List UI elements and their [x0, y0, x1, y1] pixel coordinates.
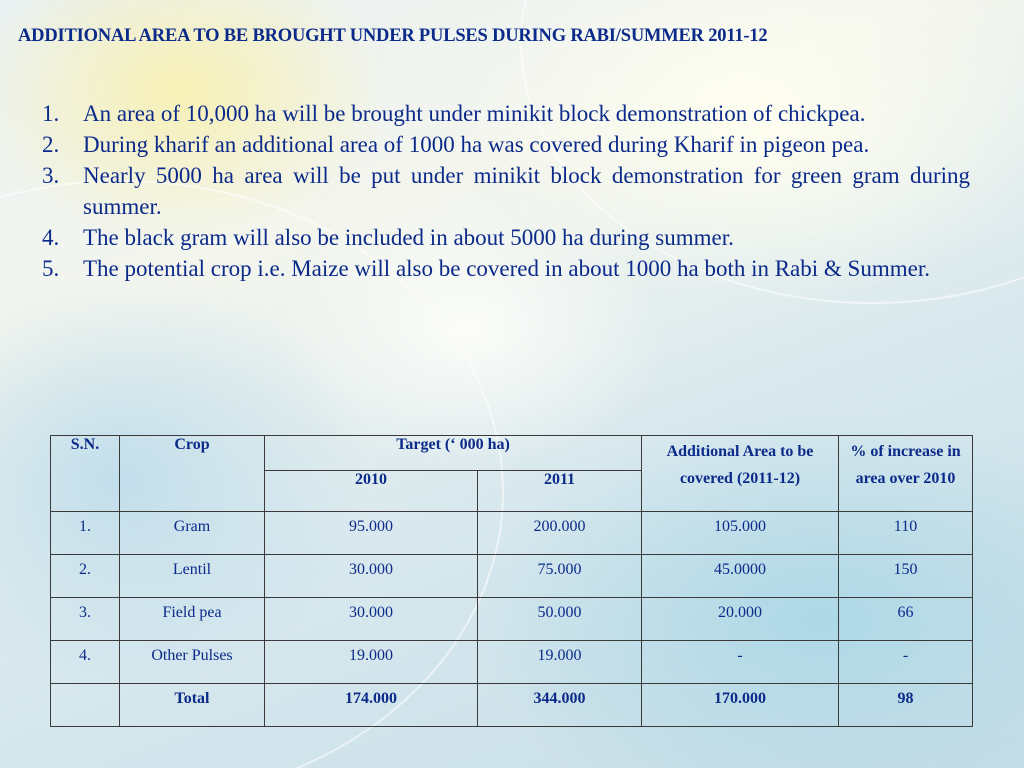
item-text: The potential crop i.e. Maize will also be covered in about 1000 ha both in Rabi & Summer. — [83, 256, 930, 281]
cell-crop: Other Pulses — [120, 641, 265, 684]
cell-2010: 95.000 — [265, 512, 478, 555]
cell-crop: Lentil — [120, 555, 265, 598]
cell-2011: 19.000 — [478, 641, 642, 684]
cell-sn: 1. — [51, 512, 120, 555]
cell-increase: 98 — [839, 684, 973, 727]
pulses-area-table — [50, 435, 973, 727]
cell-additional: 45.0000 — [642, 555, 839, 598]
item-number: 5. — [42, 256, 60, 281]
header-percent-increase: % of increase in area over 2010 — [839, 436, 973, 512]
header-year-2010: 2010 — [265, 471, 478, 512]
item-number: 4. — [42, 225, 60, 250]
header-crop: Crop — [120, 436, 265, 512]
cell-increase: 150 — [839, 555, 973, 598]
cell-crop: Field pea — [120, 598, 265, 641]
cell-2011: 344.000 — [478, 684, 642, 727]
cell-additional: 20.000 — [642, 598, 839, 641]
cell-2011: 75.000 — [478, 555, 642, 598]
cell-2011: 200.000 — [478, 512, 642, 555]
header-additional-area: Additional Area to be covered (2011-12) — [642, 436, 839, 512]
cell-sn — [51, 684, 120, 727]
table-row — [51, 598, 973, 641]
item-number: 1. — [42, 101, 60, 126]
item-text: During kharif an additional area of 1000 ha was covered during Kharif in pigeon pea. — [83, 132, 870, 157]
bullet-list — [42, 98, 970, 284]
cell-additional: 105.000 — [642, 512, 839, 555]
cell-crop: Gram — [120, 512, 265, 555]
cell-additional: 170.000 — [642, 684, 839, 727]
cell-sn: 4. — [51, 641, 120, 684]
item-number: 3. — [42, 163, 60, 188]
header-target: Target (‘ 000 ha) — [265, 436, 642, 471]
slide-title: ADDITIONAL AREA TO BE BROUGHT UNDER PULSES DURING RABI/SUMMER 2011-12 — [18, 26, 768, 46]
item-number: 2. — [42, 132, 60, 157]
cell-sn: 2. — [51, 555, 120, 598]
cell-increase: 66 — [839, 598, 973, 641]
list-item — [42, 222, 970, 253]
cell-2010: 30.000 — [265, 598, 478, 641]
list-item — [42, 98, 970, 129]
list-item — [42, 253, 970, 284]
cell-sn: 3. — [51, 598, 120, 641]
item-text: The black gram will also be included in about 5000 ha during summer. — [83, 225, 734, 250]
cell-2010: 19.000 — [265, 641, 478, 684]
header-year-2011: 2011 — [478, 471, 642, 512]
cell-additional: - — [642, 641, 839, 684]
table-header-row — [51, 436, 973, 471]
cell-2011: 50.000 — [478, 598, 642, 641]
table-row — [51, 512, 973, 555]
cell-crop: Total — [120, 684, 265, 727]
list-item — [42, 160, 970, 222]
cell-2010: 174.000 — [265, 684, 478, 727]
table-row — [51, 641, 973, 684]
item-text: An area of 10,000 ha will be brought under minikit block demonstration of chickpea. — [83, 101, 866, 126]
item-text: Nearly 5000 ha area will be put under minikit block demonstration for green gram during summer. — [83, 163, 970, 219]
list-item — [42, 129, 970, 160]
cell-2010: 30.000 — [265, 555, 478, 598]
header-sn: S.N. — [51, 436, 120, 512]
table-total-row — [51, 684, 973, 727]
cell-increase: - — [839, 641, 973, 684]
cell-increase: 110 — [839, 512, 973, 555]
table-row — [51, 555, 973, 598]
